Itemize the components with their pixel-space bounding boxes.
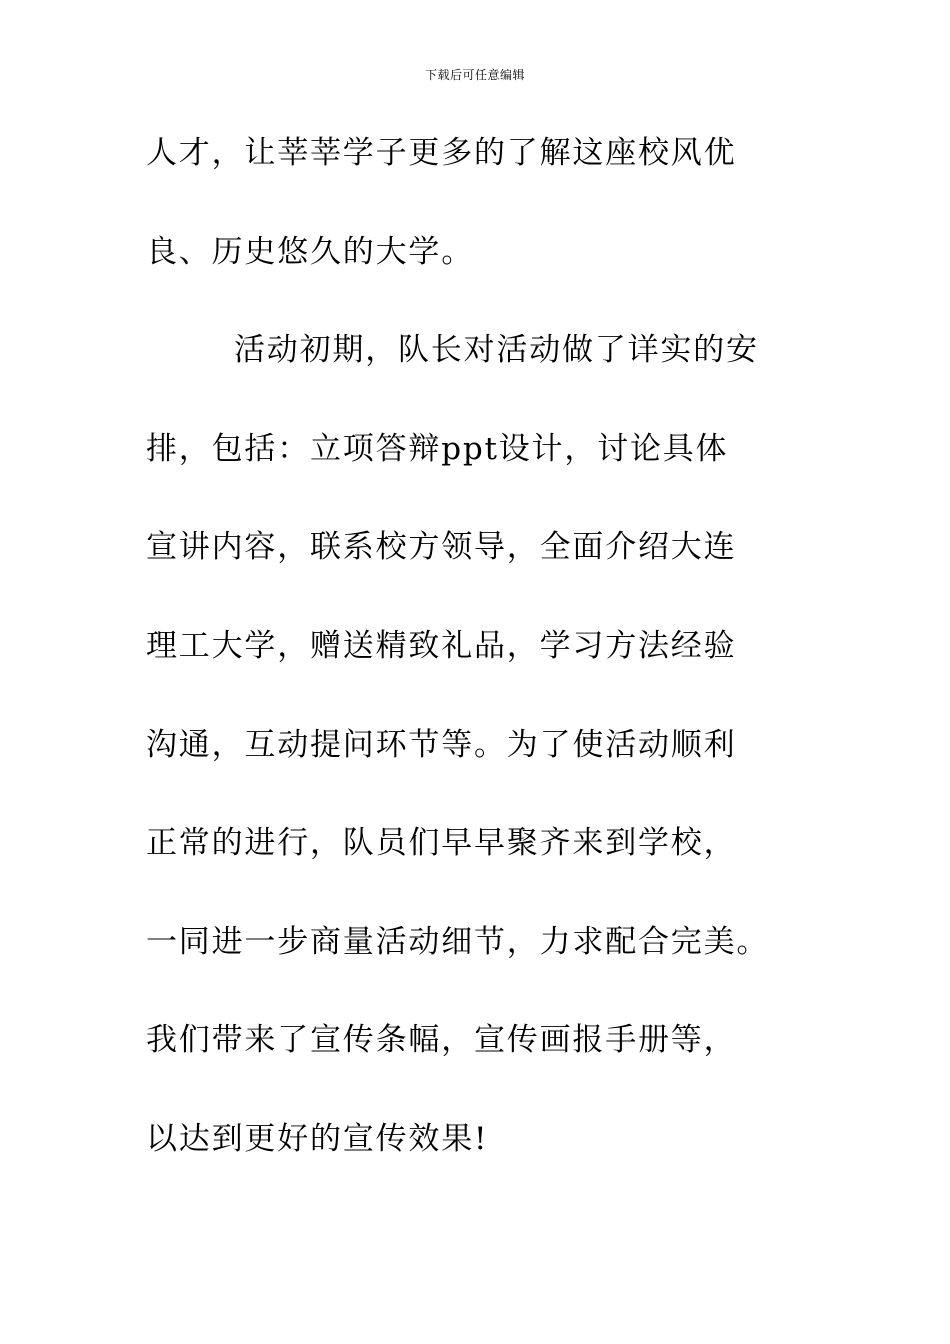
text-line: 宣讲内容，联系校方领导，全面介绍大连 <box>146 529 737 566</box>
text-line: 我们带来了宣传条幅，宣传画报手册等， <box>146 1022 737 1059</box>
body-text <box>146 128 846 1213</box>
text-line: 正常的进行，队员们早早聚齐来到学校， <box>146 825 737 862</box>
text-line-indented: 活动初期，队长对活动做了详实的安 <box>234 332 759 369</box>
text-line: 理工大学，赠送精致礼品，学习方法经验 <box>146 627 737 664</box>
text-line: 一同进一步商量活动细节，力求配合完美。 <box>146 923 770 960</box>
text-line: 以达到更好的宣传效果! <box>146 1120 489 1157</box>
text-line: 排，包括：立项答辩ppt设计，讨论具体 <box>146 430 729 467</box>
text-line: 良、历史悠久的大学。 <box>146 233 474 270</box>
header-note: 下载后可任意编辑 <box>424 68 525 82</box>
text-line: 人才，让莘莘学子更多的了解这座校风优 <box>146 135 737 171</box>
text-line: 沟通，互动提问环节等。为了使活动顺利 <box>146 726 737 763</box>
